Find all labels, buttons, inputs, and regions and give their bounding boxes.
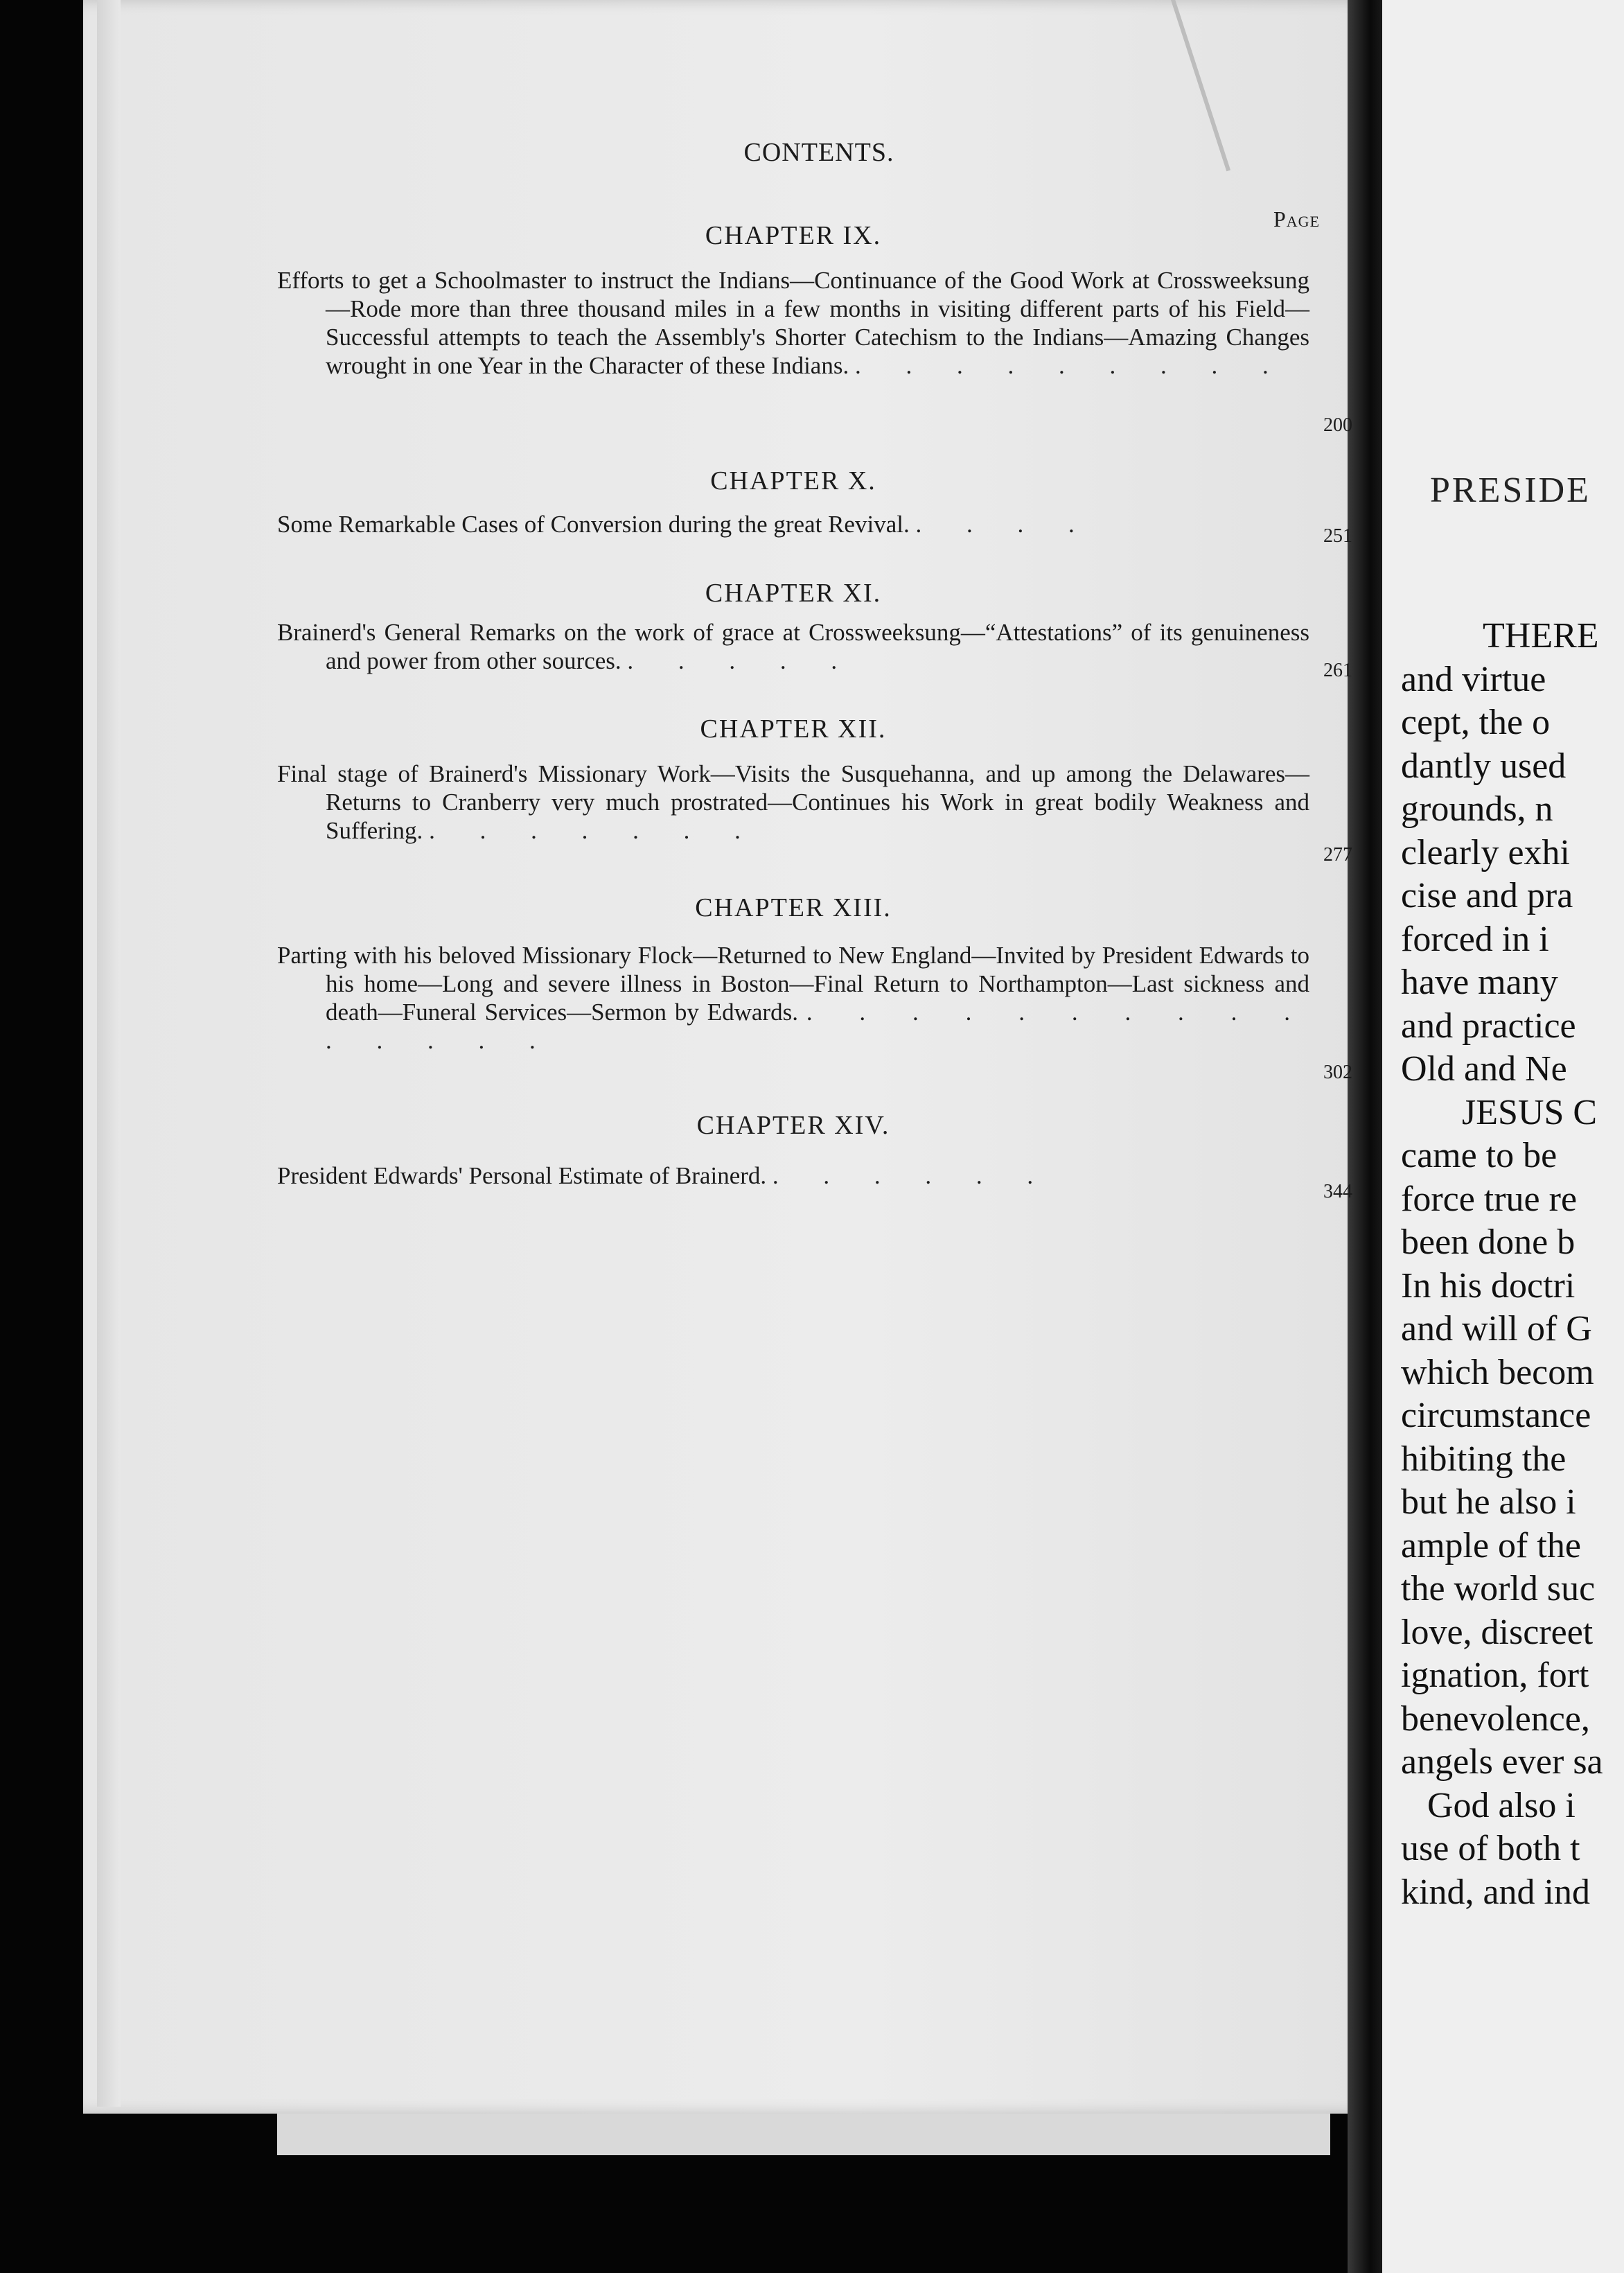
leader-dots: . . . . [915,511,1094,538]
page-number: 302 [1323,1062,1352,1083]
facing-page-line: have many [1401,963,1558,1002]
leader-dots: . . . . . . . . . . . . . . . [326,999,1310,1054]
leader-dots: . . . . . . . [429,817,760,844]
facing-page-line: and practice [1401,1006,1576,1046]
chapter-description-text: Brainerd's General Remarks on the work of grace at Crossweeksung—“Attestations” of its genuineness and power from other sources. [277,619,1309,674]
leader-dots: . . . . . [627,647,857,674]
facing-page-line: God also i [1427,1785,1576,1825]
book-spine [1348,0,1386,2273]
facing-page-line: force true re [1401,1179,1578,1219]
page-number: 251 [1323,525,1352,547]
facing-page-line: clearly exhi [1401,832,1570,872]
left-page-gutter [97,0,121,2107]
facing-page-line: In his doctri [1401,1265,1576,1306]
facing-page-line: THERE [1483,616,1599,656]
leader-dots: . . . . . . . . . [854,352,1288,379]
chapter-heading: CHAPTER IX. [705,221,882,250]
chapter-heading: CHAPTER X. [710,466,876,495]
facing-page-line: circumstance [1401,1396,1591,1435]
facing-page-heading: PRESIDE [1430,471,1591,510]
facing-page-line: cept, the o [1401,703,1551,742]
page-number: 277 [1323,844,1352,866]
chapter-description-text: Some Remarkable Cases of Conversion during the great Revival. [277,511,910,538]
facing-page-line: kind, and ind [1401,1872,1590,1912]
leader-dots: . . . . . . [772,1162,1053,1189]
facing-page-line: came to be [1401,1136,1557,1175]
chapter-description [277,760,1309,845]
chapter-description-text: President Edwards' Personal Estimate of Brainerd. [277,1162,767,1189]
chapter-description-text: Efforts to get a Schoolmaster to instruct the Indians—Continuance of the Good Work at Crossweeksung—Rode more than three thousand miles in a few months in visiting different parts of his Field—Successful attempts to teach the Assembly's Shorter Catechism to the Indians—Amazing Changes wrought in one Year in the Character of these Indians. [277,267,1309,379]
chapter-description [277,941,1309,1055]
facing-page-line: grounds, n [1401,789,1553,829]
left-page-bottom-edge [277,2114,1330,2155]
chapter-description [277,1161,1309,1190]
facing-page-line: and will of G [1401,1309,1592,1349]
facing-page-line: ignation, fort [1401,1656,1589,1695]
chapter-heading: CHAPTER XI. [705,579,882,608]
facing-page-line: JESUS C [1462,1092,1598,1132]
chapter-description-text: Final stage of Brainerd's Missionary Work—Visits the Susquehanna, and up among the Delawares—Returns to Cranberry very much prostrated—Continues his Work in great bodily Weakness and Suffering. [277,760,1309,844]
page-number: 200 [1323,414,1352,436]
chapter-description [277,510,1309,538]
facing-page-line: Old and Ne [1401,1049,1567,1089]
chapter-description [277,618,1309,675]
facing-page-line: and virtue [1401,659,1546,699]
facing-page-line: ample of the [1401,1525,1581,1565]
facing-page-line: been done b [1401,1222,1576,1262]
facing-page-line: use of both t [1401,1829,1580,1868]
chapter-heading: CHAPTER XIV. [696,1111,890,1140]
facing-page-line: which becom [1401,1352,1594,1392]
facing-page-line: forced in i [1401,919,1549,959]
chapter-heading: CHAPTER XIII. [695,893,892,922]
facing-page-line: cise and pra [1401,876,1573,915]
chapter-description-text: Parting with his beloved Missionary Flock—Returned to New England—Invited by President Edwards to his home—Long and severe illness in Boston—Final Return to Northampton—Last sickness and death—Funeral Services—Sermon by Edwards. [277,942,1309,1026]
facing-page-line: but he also i [1401,1482,1576,1522]
facing-page-line: benevolence, [1401,1699,1590,1739]
page-number: 344 [1323,1181,1352,1202]
facing-page-line: love, discreet [1401,1612,1594,1652]
chapter-description [277,266,1309,380]
chapter-heading: CHAPTER XII. [700,714,887,744]
facing-page-line: hibiting the [1401,1439,1566,1479]
page-column-label: Page [1273,207,1321,231]
page-number: 261 [1323,660,1352,681]
facing-page-line: the world suc [1401,1569,1596,1608]
contents-title: CONTENTS. [743,138,894,167]
facing-page-line: angels ever sa [1401,1742,1603,1782]
facing-page-line: dantly used [1401,746,1566,786]
